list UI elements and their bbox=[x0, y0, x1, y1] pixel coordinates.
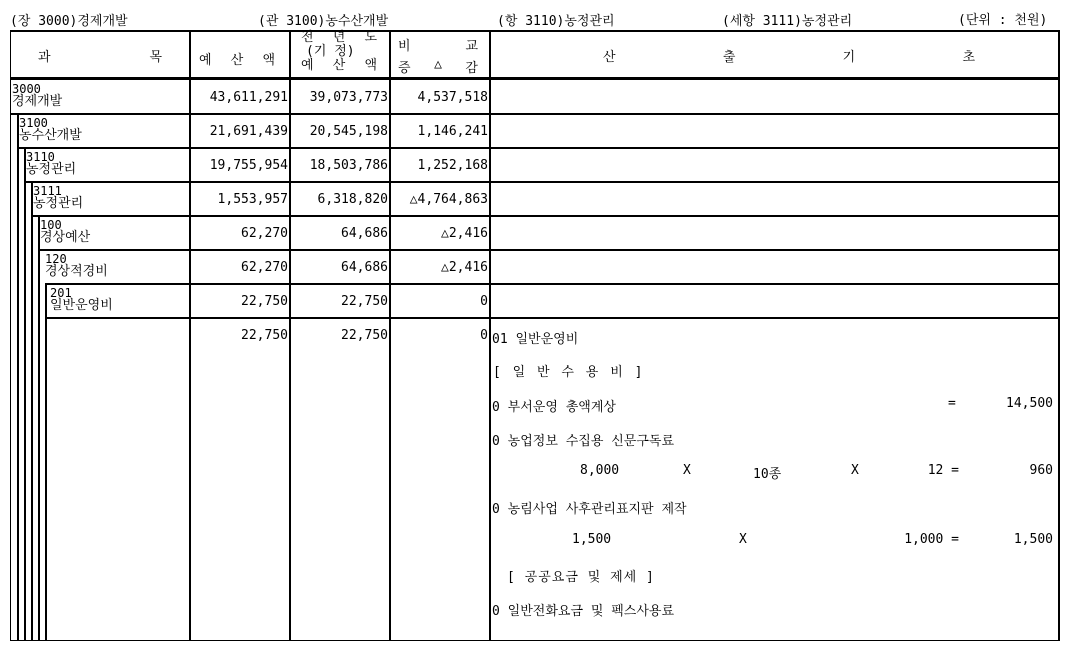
indent-line bbox=[38, 215, 40, 641]
row-diff: 4,537,518 bbox=[417, 90, 488, 105]
detail-line-label: 0 일반전화요금 및 펙스사용료 bbox=[492, 604, 675, 619]
header-prev-line3: 예 산 액 bbox=[301, 58, 377, 73]
row-prev: 39,073,773 bbox=[309, 90, 388, 105]
row-diff: 1,252,168 bbox=[417, 158, 488, 173]
detail-factor: 1,500 bbox=[572, 532, 612, 547]
row-prev: 22,750 bbox=[341, 294, 388, 309]
row-divider bbox=[38, 249, 1059, 251]
row-budget: 62,270 bbox=[241, 260, 288, 275]
table-left-border bbox=[10, 30, 11, 641]
sehang-title: (세항 3111)농정관리 bbox=[722, 14, 853, 29]
row-code: 3110 bbox=[26, 150, 55, 164]
table-bottom-border bbox=[10, 640, 1059, 641]
basis-col-border bbox=[489, 30, 491, 641]
row-name: 경상예산 bbox=[40, 230, 91, 245]
table-right-border bbox=[1058, 30, 1060, 641]
row-divider bbox=[45, 283, 1059, 285]
row-code: 3111 bbox=[33, 184, 62, 198]
header-budget: 예 산 액 bbox=[199, 53, 275, 68]
row-name: 경상적경비 bbox=[45, 264, 108, 279]
indent-line bbox=[45, 283, 47, 641]
row-code: 100 bbox=[40, 218, 62, 232]
row-prev: 20,545,198 bbox=[309, 124, 388, 139]
row-divider bbox=[31, 215, 1059, 217]
header-diff-line1: 비 교 bbox=[398, 39, 478, 54]
detail-multiply: X bbox=[851, 463, 859, 478]
detail-multiply: X bbox=[739, 532, 747, 547]
row-budget: 43,611,291 bbox=[209, 90, 288, 105]
row-budget: 1,553,957 bbox=[217, 192, 288, 207]
detail-budget: 22,750 bbox=[241, 328, 288, 343]
row-diff: 0 bbox=[480, 294, 488, 309]
row-prev: 64,686 bbox=[341, 226, 388, 241]
header-prev-line1: 전 년 도 bbox=[301, 30, 377, 45]
row-code: 201 bbox=[50, 286, 72, 300]
row-name: 농수산개발 bbox=[19, 128, 82, 143]
row-divider bbox=[45, 317, 1059, 319]
detail-line-label: 0 부서운영 총액계상 bbox=[492, 400, 616, 415]
detail-amount: 14,500 bbox=[1006, 396, 1053, 411]
detail-multiply: X bbox=[683, 463, 691, 478]
row-divider bbox=[24, 181, 1059, 183]
row-name: 농정관리 bbox=[33, 196, 84, 211]
prev-col-border bbox=[289, 30, 291, 641]
header-diff-line2: 증 △ 감 bbox=[398, 57, 478, 76]
header-subject: 과 목 bbox=[38, 50, 162, 65]
table-top-border bbox=[10, 30, 1059, 32]
header-basis: 산 출 기 초 bbox=[603, 50, 975, 65]
row-prev: 64,686 bbox=[341, 260, 388, 275]
hang-title: (항 3110)농정관리 bbox=[497, 14, 615, 29]
row-diff: △2,416 bbox=[441, 226, 488, 241]
row-divider bbox=[10, 113, 1059, 115]
row-budget: 62,270 bbox=[241, 226, 288, 241]
budget-col-border bbox=[189, 30, 191, 641]
row-code: 120 bbox=[45, 252, 67, 266]
detail-diff: 0 bbox=[480, 328, 488, 343]
row-name: 일반운영비 bbox=[50, 298, 113, 313]
indent-line bbox=[24, 147, 26, 641]
detail-eq: = bbox=[948, 396, 956, 411]
header-prev-line2: (기 정) bbox=[306, 44, 355, 59]
unit-label: (단위 : 천원) bbox=[958, 13, 1048, 28]
gwan-title: (관 3100)농수산개발 bbox=[258, 14, 389, 29]
detail-factor: 12 = bbox=[927, 463, 959, 478]
diff-col-border bbox=[389, 30, 391, 641]
detail-factor: 1,000 = bbox=[904, 532, 959, 547]
header-bottom-border bbox=[10, 77, 1059, 80]
row-divider bbox=[17, 147, 1059, 149]
row-diff: △2,416 bbox=[441, 260, 488, 275]
detail-line-label: 0 농림사업 사후관리표지판 제작 bbox=[492, 502, 687, 517]
jang-title: (장 3000)경제개발 bbox=[10, 14, 128, 29]
row-code: 3000 bbox=[12, 82, 41, 96]
detail-line-label: 0 농업정보 수집용 신문구독료 bbox=[492, 434, 675, 449]
detail-amount: 960 bbox=[1029, 463, 1053, 478]
row-name: 경제개발 bbox=[12, 94, 63, 109]
row-budget: 19,755,954 bbox=[209, 158, 288, 173]
detail-amount: 1,500 bbox=[1013, 532, 1053, 547]
row-prev: 6,318,820 bbox=[317, 192, 388, 207]
row-diff: △4,764,863 bbox=[409, 192, 488, 207]
row-name: 농정관리 bbox=[26, 162, 77, 177]
row-prev: 18,503,786 bbox=[309, 158, 388, 173]
row-diff: 1,146,241 bbox=[417, 124, 488, 139]
detail-factor: 10종 bbox=[753, 467, 782, 482]
detail-group-title: [ 공공요금 및 제세 ] bbox=[507, 570, 655, 585]
row-budget: 21,691,439 bbox=[209, 124, 288, 139]
row-budget: 22,750 bbox=[241, 294, 288, 309]
indent-line bbox=[17, 113, 19, 641]
detail-item-title: 01 일반운영비 bbox=[492, 332, 579, 347]
detail-group-title: [ 일 반 수 용 비 ] bbox=[493, 365, 645, 380]
row-code: 3100 bbox=[19, 116, 48, 130]
detail-prev: 22,750 bbox=[341, 328, 388, 343]
detail-factor: 8,000 bbox=[580, 463, 620, 478]
indent-line bbox=[31, 181, 33, 641]
